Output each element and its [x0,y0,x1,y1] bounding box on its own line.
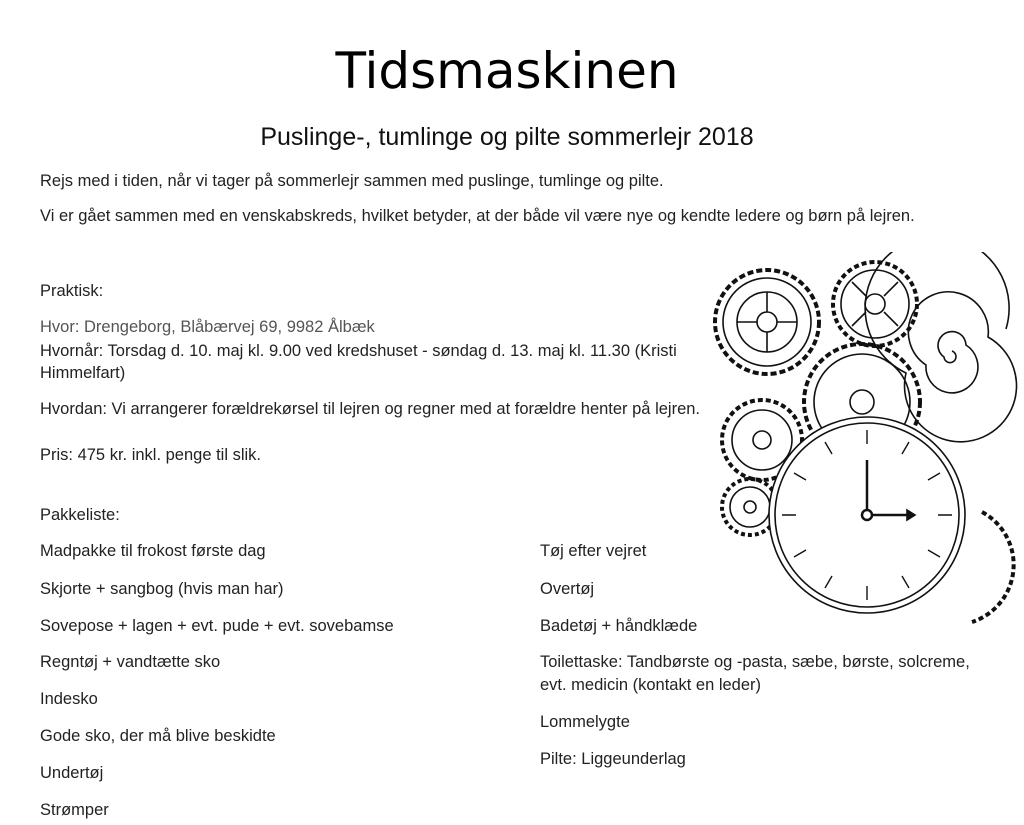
clock-and-gears-icon [712,252,1022,632]
list-item: Lommelygte [540,713,630,731]
list-item: Strømper [40,801,109,819]
practical-price: Pris: 475 kr. inkl. penge til slik. [40,446,262,464]
list-item: Tøj efter vejret [540,542,647,560]
list-item: Regntøj + vandtætte sko [40,653,221,671]
list-item: Sovepose + lagen + evt. pude + evt. sovebamse [40,617,394,635]
list-item: Indesko [40,690,98,708]
practical-when: Hvornår: Torsdag d. 10. maj kl. 9.00 ved kredshuset - søndag d. 13. maj kl. 11.30 (Kristi [40,342,677,360]
list-item: Madpakke til frokost første dag [40,542,266,560]
practical-when-cont: Himmelfart) [40,364,126,382]
list-item: Overtøj [540,580,595,598]
intro-paragraph-2: Vi er gået sammen med en venskabskreds, hvilket betyder, at der både vil være nye og kendte ledere og børn på lejren. [40,207,915,225]
practical-where: Hvor: Drengeborg, Blåbærvej 69, 9982 Ålbæk [40,318,375,336]
list-item: Toilettaske: Tandbørste og -pasta, sæbe, børste, solcreme, [540,653,970,671]
packing-heading: Pakkeliste: [40,506,120,524]
practical-heading: Praktisk: [40,282,104,300]
list-item: Undertøj [40,764,104,782]
list-item: Pilte: Liggeunderlag [540,750,686,768]
list-item: Badetøj + håndklæde [540,617,698,635]
page-subtitle: Puslinge-, tumlinge og pilte sommerlejr 2018 [260,123,754,151]
page-title: Tidsmaskinen [335,42,679,100]
intro-paragraph-1: Rejs med i tiden, når vi tager på sommerlejr sammen med puslinge, tumlinge og pilte. [40,172,664,190]
list-item: evt. medicin (kontakt en leder) [540,676,762,694]
list-item: Gode sko, der må blive beskidte [40,727,276,745]
practical-how: Hvordan: Vi arrangerer forældrekørsel til lejren og regner med at forældre henter på lejren. [40,400,701,418]
list-item: Skjorte + sangbog (hvis man har) [40,580,284,598]
